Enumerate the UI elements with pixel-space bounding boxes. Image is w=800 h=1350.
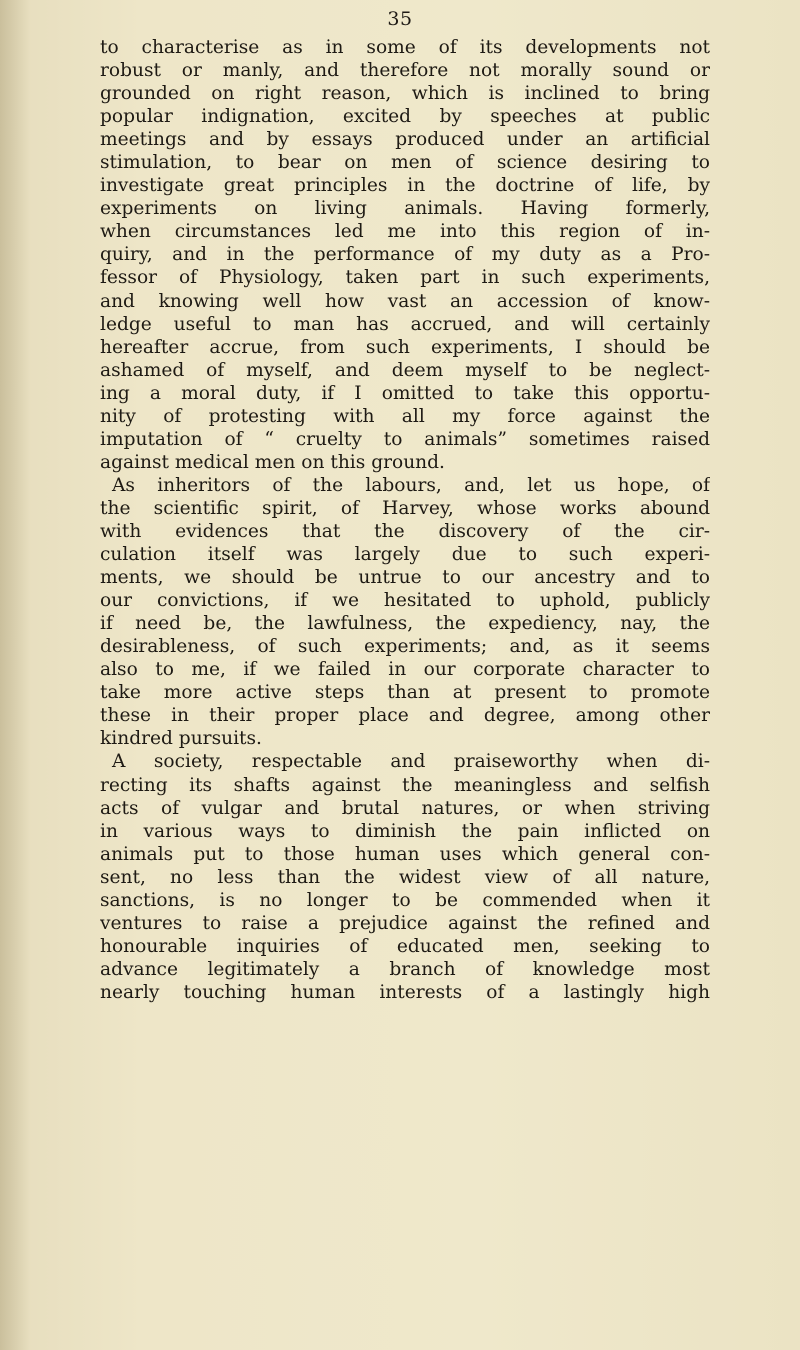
text-line: grounded on right reason, which is inclined to bring: [100, 83, 710, 105]
text-line: robust or manly, and therefore not morally sound or: [100, 60, 710, 82]
text-line: and knowing well how vast an accession of know-: [100, 290, 710, 312]
text-line: with evidences that the discovery of the cir-: [100, 520, 710, 542]
text-line: nearly touching human interests of a lastingly high: [100, 981, 710, 1003]
text-line: our convictions, if we hesitated to uphold, publicly: [100, 590, 710, 612]
text-line: hereafter accrue, from such experiments, I should be: [100, 336, 710, 358]
text-line: against medical men on this ground.: [100, 451, 445, 473]
text-line: quiry, and in the performance of my duty as a Pro-: [100, 244, 710, 266]
text-line: animals put to those human uses which general con-: [100, 843, 710, 865]
text-line: take more active steps than at present to promote: [100, 682, 710, 704]
text-line: A society, respectable and praiseworthy when di-: [112, 751, 710, 773]
text-line: these in their proper place and degree, among other: [100, 705, 710, 727]
text-line: As inheritors of the labours, and, let us hope, of: [112, 474, 710, 496]
text-line: stimulation, to bear on men of science desiring to: [100, 152, 710, 174]
text-line: culation itself was largely due to such experi-: [100, 544, 710, 566]
text-line: in various ways to diminish the pain inflicted on: [100, 820, 710, 842]
text-line: kindred pursuits.: [100, 728, 262, 750]
text-line: when circumstances led me into this region of in-: [100, 221, 710, 243]
text-line: ventures to raise a prejudice against the refined and: [100, 912, 710, 934]
text-line: ledge useful to man has accrued, and will certainly: [100, 313, 710, 335]
text-line: popular indignation, excited by speeches at public: [100, 106, 710, 128]
text-line: ing a moral duty, if I omitted to take this opportu-: [100, 382, 710, 404]
text-line: imputation of “ cruelty to animals” sometimes raised: [100, 428, 710, 450]
text-line: experiments on living animals. Having formerly,: [100, 198, 710, 220]
text-line: to characterise as in some of its developments not: [100, 37, 710, 58]
body-text: [100, 36, 710, 1004]
text-line: desirableness, of such experiments; and, as it seems: [100, 636, 710, 658]
text-line: sent, no less than the widest view of all nature,: [100, 866, 710, 888]
text-line: also to me, if we failed in our corporate character to: [100, 659, 710, 681]
text-line: acts of vulgar and brutal natures, or when striving: [100, 797, 710, 819]
text-line: advance legitimately a branch of knowledge most: [100, 958, 710, 980]
text-line: ments, we should be untrue to our ancestry and to: [100, 567, 710, 589]
text-line: the scientific spirit, of Harvey, whose works abound: [100, 497, 710, 519]
text-line: nity of protesting with all my force against the: [100, 405, 710, 427]
text-line: recting its shafts against the meaningless and selfish: [100, 774, 710, 796]
text-line: fessor of Physiology, taken part in such experiments,: [100, 267, 710, 289]
text-line: if need be, the lawfulness, the expediency, nay, the: [100, 613, 710, 635]
text-line: meetings and by essays produced under an artificial: [100, 129, 710, 151]
text-line: investigate great principles in the doctrine of life, by: [100, 175, 710, 197]
text-line: sanctions, is no longer to be commended when it: [100, 889, 710, 911]
page-number: 35: [387, 8, 413, 30]
text-line: ashamed of myself, and deem myself to be neglect-: [100, 359, 710, 381]
text-line: honourable inquiries of educated men, seeking to: [100, 935, 710, 957]
spine-shadow: [0, 0, 30, 1350]
